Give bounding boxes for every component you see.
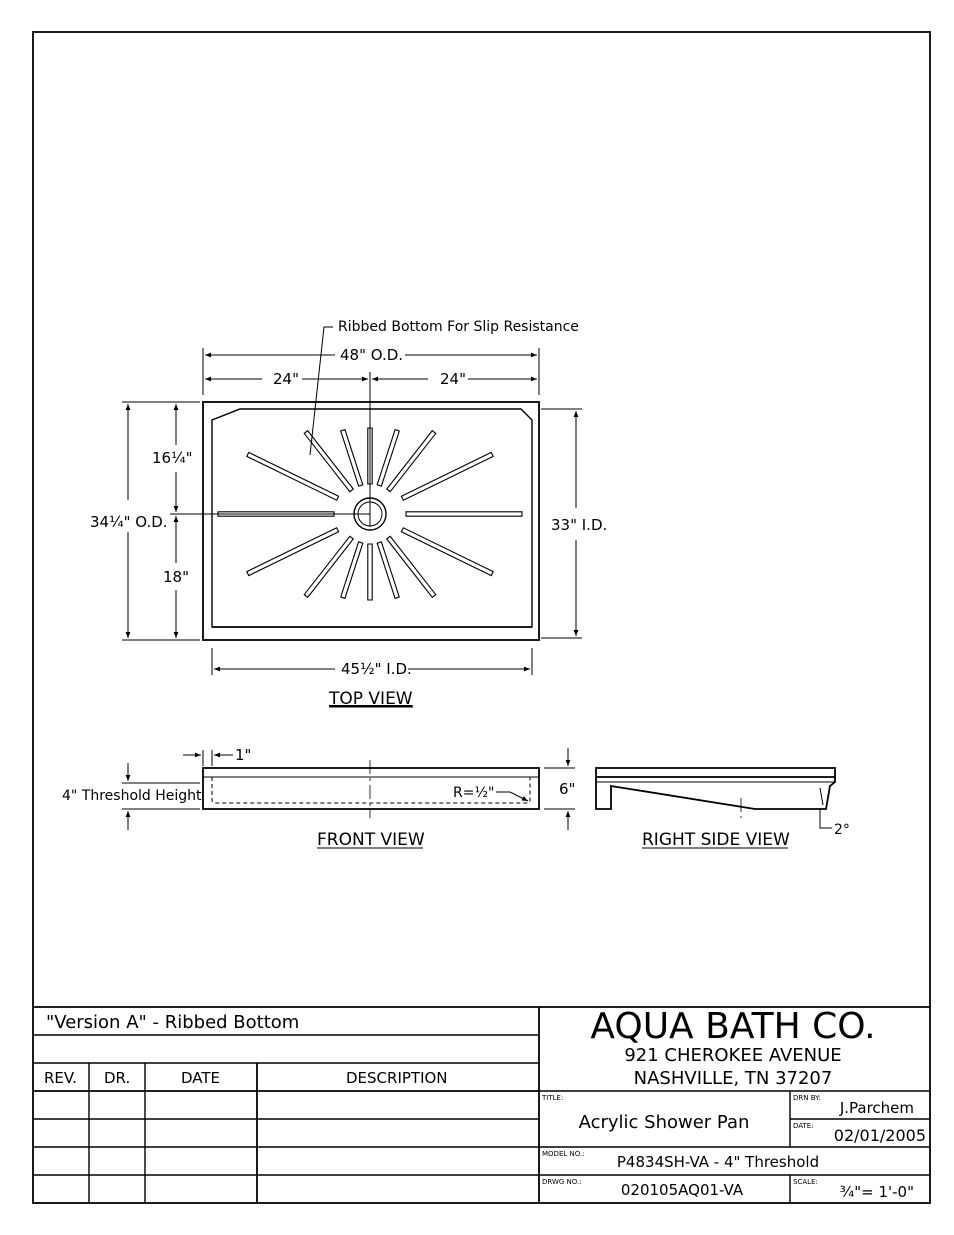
top-view-label: TOP VIEW	[329, 689, 413, 709]
drawn-by: J.Parchem	[839, 1099, 914, 1117]
slope-leader	[820, 808, 832, 828]
description-header: DESCRIPTION	[346, 1069, 448, 1087]
drawing-number: 020105AQ01-VA	[620, 1181, 744, 1199]
dim-outer-depth: 34¼" O.D.	[90, 513, 168, 531]
date-caption: DATE:	[793, 1122, 814, 1130]
title-block	[33, 1006, 930, 1203]
slope-label: 2°	[834, 822, 850, 838]
right-side-view	[596, 768, 850, 850]
dim-half-right: 24"	[440, 370, 466, 388]
drawing-date: 02/01/2005	[833, 1126, 926, 1145]
ribbed-note-leader	[310, 327, 333, 455]
dim-inner-width: 45½" I.D.	[341, 660, 412, 678]
rib-14	[368, 544, 372, 600]
model-number: P4834SH-VA - 4" Threshold	[616, 1153, 820, 1171]
threshold-label: 4" Threshold Height	[62, 788, 202, 804]
dr-header: DR.	[104, 1069, 131, 1087]
dim-outer-width: 48" O.D.	[340, 346, 404, 364]
ribbed-note: Ribbed Bottom For Slip Resistance	[338, 319, 579, 335]
pan-outer-outline	[203, 402, 539, 640]
drwg-caption: DRWG NO.:	[542, 1178, 582, 1186]
rev-header: REV.	[44, 1069, 77, 1087]
side-rim	[596, 768, 835, 777]
drawing-title: Acrylic Shower Pan	[578, 1112, 750, 1133]
dim-half-left: 24"	[273, 370, 299, 388]
rib-0	[406, 512, 522, 516]
date-header: DATE	[181, 1069, 221, 1087]
version-label: "Version A" - Ribbed Bottom	[46, 1012, 300, 1033]
address-line2: NASHVILLE, TN 37207	[633, 1068, 833, 1089]
radius-label: R=½"	[453, 785, 495, 801]
scale-caption: SCALE:	[793, 1178, 818, 1186]
dim-wall: 1"	[235, 746, 252, 764]
dim-lower: 18"	[163, 568, 189, 586]
right-view-label: RIGHT SIDE VIEW	[642, 830, 790, 850]
front-view	[62, 746, 575, 850]
dim-height: 6"	[559, 780, 576, 798]
top-view	[170, 372, 539, 640]
address-line1: 921 CHEROKEE AVENUE	[624, 1045, 842, 1066]
model-caption: MODEL NO.:	[542, 1150, 585, 1158]
title-caption: TITLE:	[542, 1094, 564, 1102]
dim-inner-depth: 33" I.D.	[551, 516, 608, 534]
company-name: AQUA BATH CO.	[590, 1006, 876, 1047]
dim-upper: 16¼"	[152, 449, 193, 467]
scale-value: ¾"= 1'-0"	[839, 1183, 914, 1201]
front-view-label: FRONT VIEW	[317, 830, 425, 850]
drn-caption: DRN BY:	[793, 1094, 821, 1102]
